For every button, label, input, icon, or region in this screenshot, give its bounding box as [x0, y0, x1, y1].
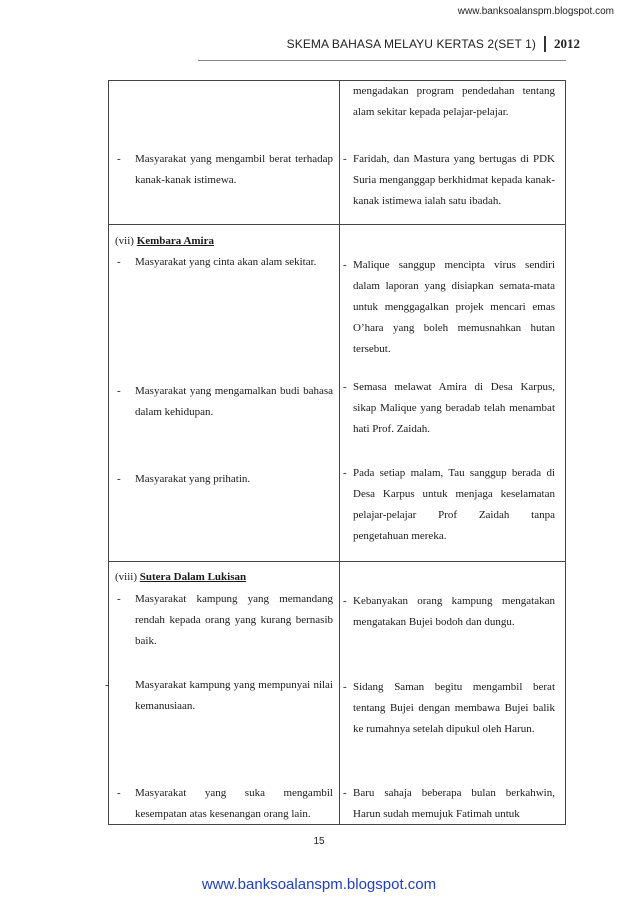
left-cell — [109, 589, 339, 652]
row-divider — [109, 561, 565, 562]
answer-table — [105, 80, 566, 825]
top-url: www.banksoalanspm.blogspot.com — [457, 6, 614, 17]
right-cell — [341, 463, 563, 547]
list-item: - Malique sanggup mencipta virus sendiri dalam laporan yang disiapkan semata-mata untuk menggagalkan projek mencari emas O’hara yang boleh memusnahkan hutan tersebut. — [343, 259, 555, 355]
list-item: - Masyarakat yang cinta akan alam sekitar. — [117, 256, 317, 268]
list-item: mengadakan program pendedahan tentang alam sekitar kepada pelajar-pelajar. — [353, 85, 555, 118]
list-item: - Masyarakat yang mengamalkan budi bahasa dalam kehidupan. — [117, 385, 333, 418]
list-item: - Masyarakat yang mengambil berat terhadap kanak-kanak istimewa. — [117, 153, 333, 186]
section-viii-heading: (viii) Sutera Dalam Lukisan — [115, 571, 247, 583]
left-cell — [109, 381, 339, 423]
list-item: - Pada setiap malam, Tau sanggup berada di Desa Karpus untuk menjaga keselamatan pelajar-pelajar Prof Zaidah tanpa pengetahuan mereka. — [343, 467, 555, 542]
list-item: - Semasa melawat Amira di Desa Karpus, sikap Malique yang beradab telah menambat hati Prof. Zaidah. — [343, 381, 555, 435]
right-cell — [341, 591, 563, 633]
left-cell — [109, 252, 339, 273]
left-cell — [109, 469, 339, 490]
list-item: - Masyarakat yang prihatin. — [117, 473, 251, 485]
page-header — [0, 36, 580, 52]
list-item: - Kebanyakan orang kampung mengatakan mengatakan Bujei bodoh dan dungu. — [343, 595, 555, 628]
list-item: - Masyarakat yang suka mengambil kesempatan atas kesenangan orang lain. — [117, 787, 333, 820]
header-rule — [198, 60, 566, 61]
section-vii-heading: (vii) Kembara Amira — [115, 235, 214, 247]
list-item: - Masyarakat kampung yang memandang rendah kepada orang yang kurang bernasib baik. — [117, 593, 333, 647]
row-divider — [109, 224, 565, 225]
right-cell — [341, 783, 563, 825]
right-cell — [341, 677, 563, 740]
header-title: SKEMA BAHASA MELAYU KERTAS 2(SET 1) — [286, 37, 536, 51]
left-cell — [109, 149, 339, 191]
list-item: - Baru sahaja beberapa bulan berkahwin, Harun sudah memujuk Fatimah untuk — [343, 787, 555, 820]
left-cell — [109, 783, 339, 825]
header-year: 2012 — [544, 36, 580, 52]
list-item: - Faridah, dan Mastura yang bertugas di PDK Suria menganggap berkhidmat kepada kanak-kanak istimewa ialah satu ibadah. — [343, 153, 555, 207]
left-cell — [105, 675, 339, 717]
continued-right-cell — [341, 81, 563, 123]
right-cell — [341, 255, 563, 360]
list-item: - Sidang Saman begitu mengambil berat tentang Bujei dengan membawa Bujei balik ke rumahnya setelah dipukul oleh Harun. — [343, 681, 555, 735]
list-item: - Masyarakat kampung yang mempunyai nilai kemanusiaan. — [105, 679, 333, 712]
right-cell — [341, 377, 563, 440]
right-cell — [341, 149, 563, 212]
page-number: 15 — [313, 836, 325, 847]
footer-url[interactable]: www.banksoalanspm.blogspot.com — [201, 876, 437, 893]
column-divider — [339, 81, 340, 824]
